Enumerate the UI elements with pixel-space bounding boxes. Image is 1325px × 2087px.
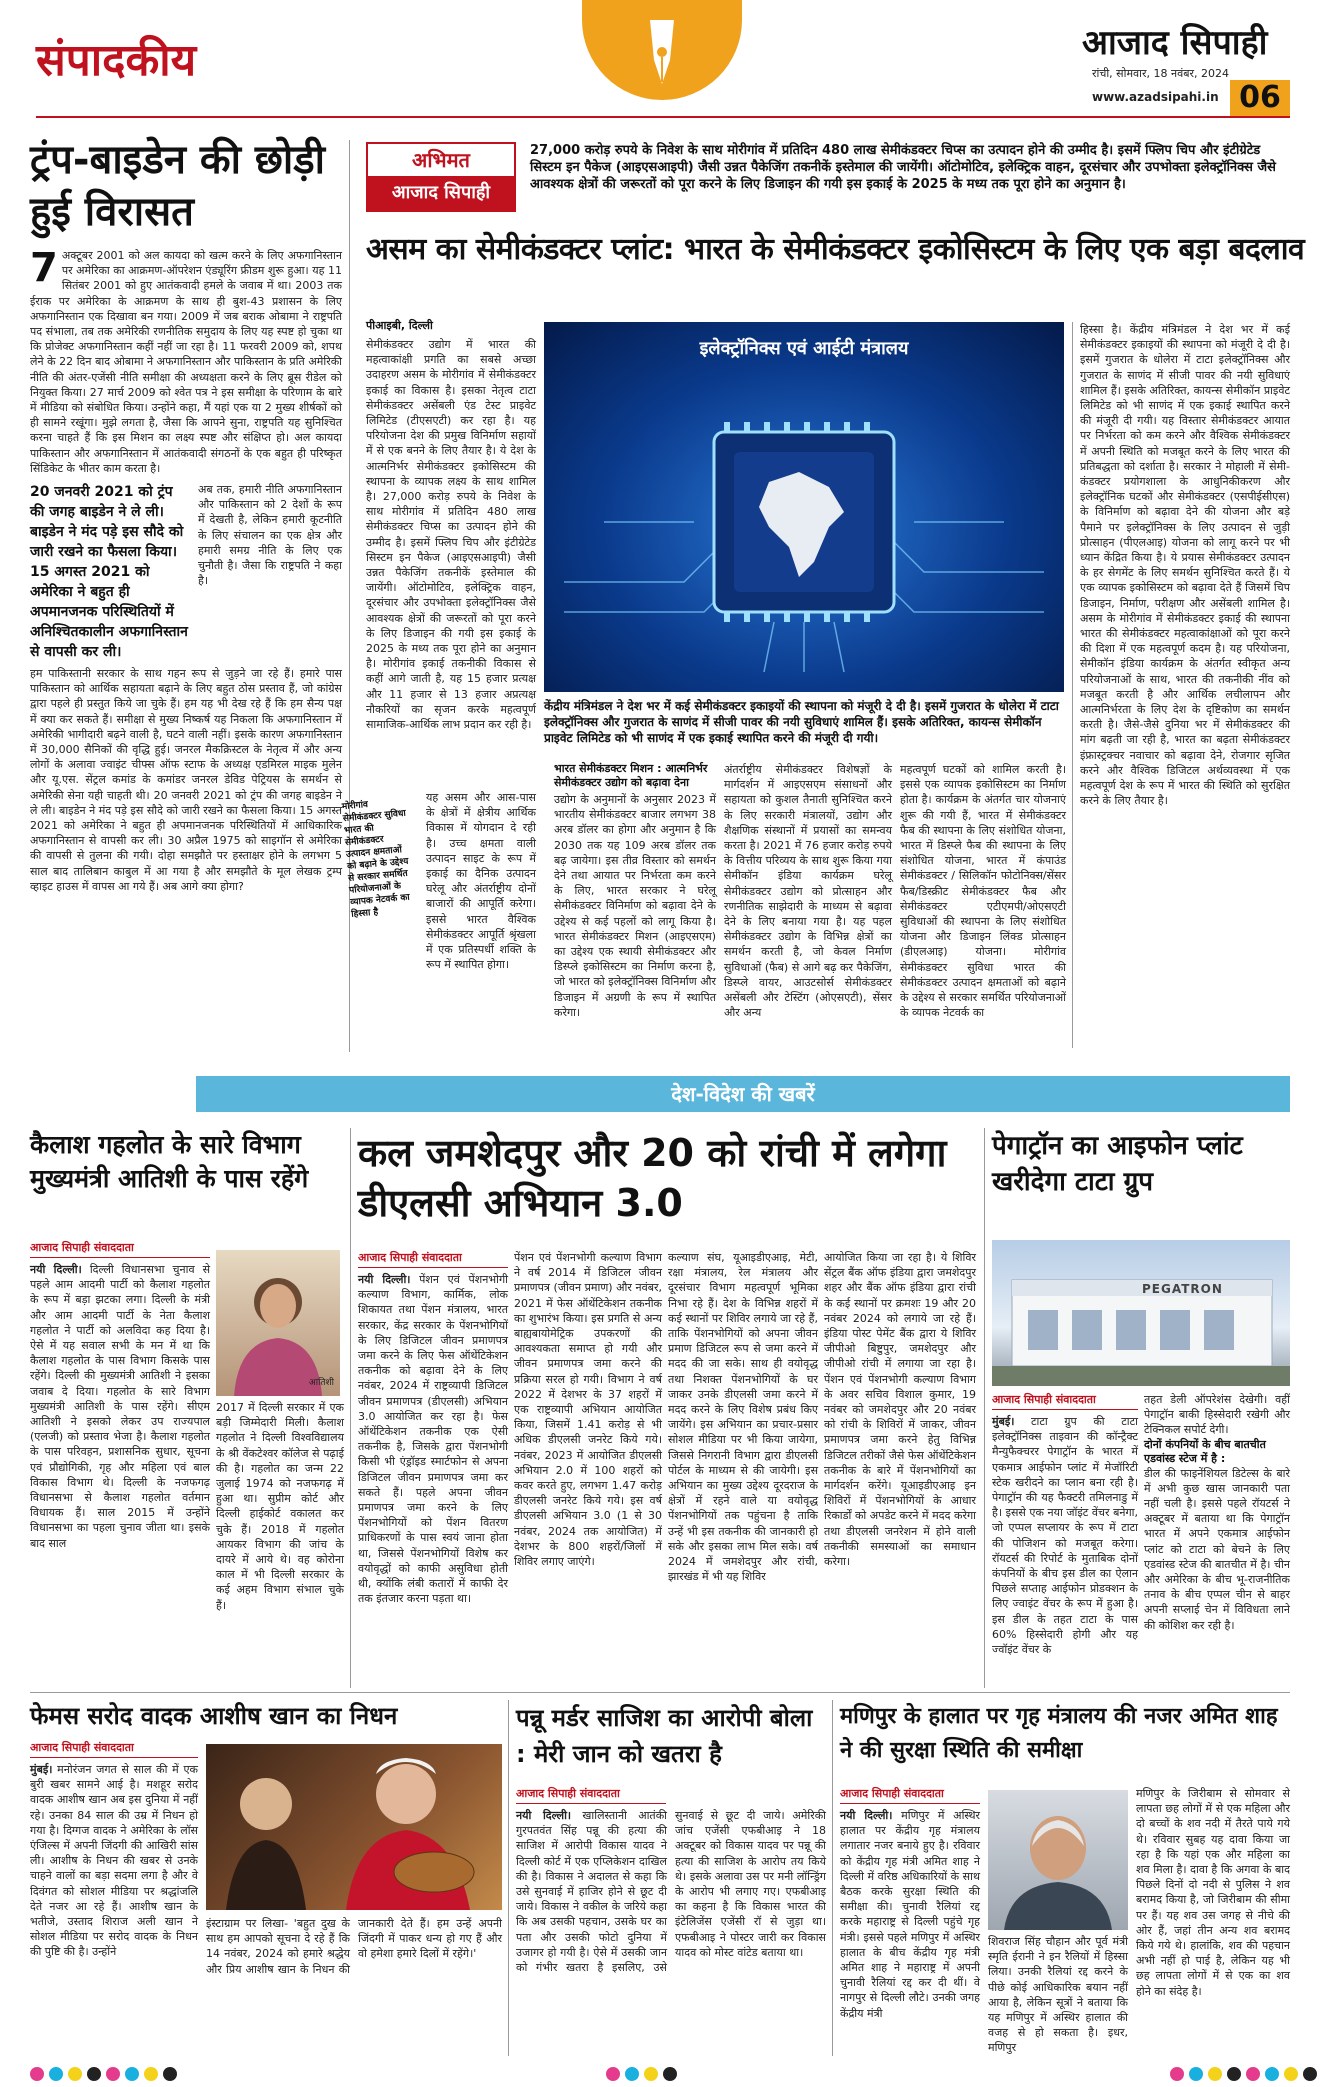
pegatron-sign: PEGATRON — [1142, 1282, 1223, 1296]
editorial-body-3: हम पाकिस्तानी सरकार के साथ गहन रूप से जुड़ने जा रहे हैं। हमारे पास पाकिस्तान को आर्थिक सहायता बढ़ाने के लिए बहुत ठोस प्रस्ताव हैं, जो कांग्रेस द्वारा पहले ही प्रस्तुत किये जा चुके हैं। हम यह भी देख रहे हैं कि हम सैन्य पक्ष में क्या कर सकते हैं। समीक्षा से मुख्य निष्कर्ष यह निकला कि अफगानिस्तान में अमेरिकी भागीदारी बढ़ने वाली है, घटने वाली नहीं। इसके कारण अफगानिस्तान में 30,000 सैनिकों की वृद्धि हुई। जनरल मैकक्रिस्टल के नेतृत्व में और अन्य लोगों के अलावा ज्वाइंट चीफ्स ऑफ स्टाफ के अध्यक्ष एडमिरल माइक मुलेन और यू.एस. सेंट्रल कमांड के कमांडर जनरल डेविड पेट्रियस के समर्थन से अमेरिकी सेना यही चाहती थी। 20 जनवरी 2021 को ट्रंप की जगह बाइडेन ने ले ली। बाइडेन ने मंद पड़े इस सौदे को जारी रखने का फैसला किया। 15 अगस्त 2021 को अमेरिका ने बहुत ही अपमानजनक परिस्थितियों में आधिकारिक अफगानिस्तान से वापसी कर ली। 30 अप्रैल 1975 को साइगॉन से अमेरिका की वापसी से तुलना की गयी। दोहा समझौते पर हस्ताक्षर होने के लगभग 5 साल बाद तालिबान काबुल में आ गया है और समझौते के मूल लेखक ट्रम्प व्हाइट हाउस में वापस आ गये हैं। अब आगे क्या होगा? — [30, 667, 342, 893]
registration-dot — [144, 2067, 158, 2081]
editorial-body-1: अक्टूबर 2001 को अल कायदा को खत्म करने के लिए अफगानिस्तान पर अमेरिका का आक्रमण-ऑपरेशन एंड्यूरिंग फ्रीडम शुरू हुआ। यह 11 सितंबर 2001 को हुए आतंकवादी हमले के जवाब में था। 2003 तक ईराक पर अमेरिका के आक्रमण के साथ ही बुश-43 प्रशासन के लिए अफगानिस्तान एक दिखावा बन गया। 2009 में जब बराक ओबामा ने राष्ट्रपति पद संभाला, तब तक अमेरिकी रणनीतिक समुदाय के लिए यह स्पष्ट हो चुका था कि प्रोजेक्ट अफगानिस्तान कहीं नहीं जा रहा है। 11 फरवरी 2009 को, शपथ लेने के 22 दिन बाद ओबामा ने अफगानिस्तान और पाकिस्तान के प्रति अमेरिकी नीति की अंतर-एजेंसी नीति समीक्षा की अध्यक्षता करने के लिए ब्रूस रीडेल को नियुक्त किया। 27 मार्च 2009 को श्वेत पत्र ने इस समीक्षा के परिणाम के बारे में मीडिया को संबोधित किया। उन्होंने कहा, मैं यहां एक या 2 मुख्य शीर्षकों को ही सामने रखूंगा। मुझे लगता है, जैसा कि आपने सुना, राष्ट्रपति यह सुनिश्चित करना चाहते हैं कि इस मिशन का लक्ष्य स्पष्ट और संक्षिप्त हो। अल कायदा पाकिस्तान और अफगानिस्तान में आतंकवादी संगठनों के एक बहुत ही परिष्कृत सिंडिकेट के भीतर काम करता है। — [30, 249, 342, 475]
drop-cap: 7 — [30, 245, 58, 291]
column-rule — [984, 1128, 985, 1688]
pegatron-body-3: डील की फाइनेंशियल डिटेल्स के बारे में अभी कुछ खास जानकारी पता नहीं चली है। इससे पहले रॉयटर्स ने अक्टूबर में बताया था कि पेगाट्रॉन भारत में अपने एकमात्र आईफोन प्लांट को टाटा को बेचने के लिए एडवांस्ड स्टेज की बातचीत में है। चीन और अमेरिका के बीच भू-राजनीतिक तनाव के बीच एप्पल चीन से बाहर अपनी सप्लाई चेन में विविधता लाने की कोशिश कर रही है। — [1144, 1466, 1290, 1632]
pegatron-body-2: तहत डेली ऑपरेशंस देखेगी। वहीं पेगाट्रॉन बाकी हिस्सेदारी रखेगी और टेक्निकल सपोर्ट देगी। — [1144, 1393, 1290, 1437]
registration-dot — [30, 2067, 44, 2081]
registration-dot — [87, 2067, 101, 2081]
abhimat-col-1-text: सेमीकंडक्टर उद्योग में भारत की महत्वाकांक्षी प्रगति का सबसे अच्छा उदाहरण असम के मोरीगांव में सेमीकंडक्टर इकाई का विकास है। इसका नेतृत्व टाटा सेमीकंडक्टर असेंबली एंड टेस्ट प्राइवेट लिमिटेड (टीएसएटी) कर रहा है। यह परियोजना देश की प्रमुख विनिर्माण सहायों में से एक बनने के लिए तैयार है। ये देश के आत्मनिर्भर सेमीकंडक्टर इकोसिस्टम की स्थापना के व्यापक लक्ष्य के साथ शामिल है। 27,000 करोड़ रुपये के निवेश के साथ मोरीगांव में प्रतिदिन 480 लाख सेमीकंडक्टर चिप्स का उत्पादन होने की उम्मीद है। इसमें फ्लिप चिप और इंटीग्रेटेड सिस्टम इन पैकेज (आइएसआइपी) जैसी उन्नत पैकेजिंग तकनीकें इस्तेमाल की जायेंगी। ऑटोमोटिव, इलेक्ट्रिक वाहन, दूरसंचार और उपभोक्ता इलेक्ट्रॉनिक्स जैसे आवश्यक क्षेत्रों की जरूरतों को पूरा करने के लिए डिजाइन की गयी इस इकाई के 2025 के मध्य तक पूरा होने का अनुमान है। मोरीगांव इकाई तकनीकी विकास से कहीं आगे जाती है, यह 15 हजार प्रत्यक्ष और 11 हजार से 13 हजार अप्रत्यक्ष नौकरियों का सृजन करके महत्वपूर्ण सामाजिक-आर्थिक लाभ प्रदान कर रही है। — [366, 338, 536, 732]
row-rule — [30, 1692, 1290, 1693]
abhimat-col-1b: यह असम और आस-पास के क्षेत्रों में क्षेत्रीय आर्थिक विकास में योगदान दे रही है। उच्च क्षमता वाली उत्पादन साइट के रूप में इकाई का दैनिक उत्पादन घरेलू और अंतर्राष्ट्रीय दोनों बाजारों की आपूर्ति करेगा। इससे भारत वैश्विक सेमीकंडक्टर आपूर्ति श्रृंखला में एक प्रतिस्पर्धी शक्ति के रूप में स्थापित होगा। — [426, 791, 536, 972]
pen-nib-icon — [582, 0, 742, 100]
side-note: मोरीगांव सेमीकंडक्टर सुविधा भारत की सेमीकंडक्टर उत्पादन क्षमताओं को बढ़ाने के उद्देश्य से सरकार समर्थित परियोजनाओं के व्यापक नेटवर्क का हिस्सा है — [341, 799, 411, 920]
atishi-photo-caption: आतिशी — [308, 1378, 334, 1388]
registration-dot — [1303, 2067, 1317, 2081]
pannu-body: खालिस्तानी आतंकी गुरपतवंत सिंह पन्नू की हत्या की साजिश में आरोपी विकास यादव ने दिल्ली कोर्ट में एक एप्लिकेशन दाखिल की है। विकास ने अदालत से कहा कि उसे सुनवाई में हाजिर होने से छूट दी जाये। विकास ने वकील के जरिये कहा कि अब उसकी पहचान, उसके घर का पता और उसकी फोटो दुनिया में उजागर हो गयी है। ऐसे में उसकी जान को गंभीर खतरा है इसलिए, उसे सुनवाई से छूट दी जाये। अमेरिकी जांच एजेंसी एफबीआइ ने 18 अक्टूबर को विकास यादव पर पन्नू की हत्या की साजिश के आरोप तय किये थे। इसके अलावा उस पर मनी लॉन्ड्रिंग के आरोप भी लगाए गए। एफबीआइ का कहना है कि विकास भारत की इंटेलिजेंस एजेंसी रॉ से जुड़ा था। एफबीआइ ने पोस्टर जारी कर विकास यादव को मोस्ट वांटेड बताया था। — [516, 1809, 826, 1975]
registration-dot — [163, 2067, 177, 2081]
manipur-byline: आजाद सिपाही संवाददाता — [840, 1786, 980, 1804]
sarod-body: मनोरंजन जगत से साल की में एक बुरी खबर सामने आई है। मशहूर सरोद वादक आशीष खान अब इस दुनिया में नहीं रहे। उनका 84 साल की उम्र में निधन हो गया है। दिग्गज वादक ने अमेरिका के लॉस एंजिल्स में अपनी जिंदगी की आखिरी सांस ली। आशीष के निधन की खबर से उनके चाहने वालों का बड़ा सदमा लगा है और वे दिवंगत को सोशल मीडिया पर श्रद्धांजलि देते नजर आ रहे हैं। आशीष खान के भतीजे, उस्ताद शिराज अली खान ने सोशल मीडिया पर सरोद वादक के निधन की पुष्टि की है। उन्होंने — [30, 1763, 198, 1959]
footer-registration-marks — [0, 2064, 1325, 2086]
sarod-body-2: इंस्टाग्राम पर लिखा- 'बहुत दुख के साथ हम आपको सूचना दे रहे हैं कि 14 नवंबर, 2024 को हमारे श्रद्धेय और प्रिय आशीष खान के निधन की जानकारी देते हैं। हम उन्हें अपनी जिंदगी में पाकर धन्य हो गए हैं और वो हमेशा हमारे दिलों में रहेंगे।' — [206, 1917, 502, 1976]
pegatron-photo — [992, 1240, 1290, 1386]
abhimat-logo — [366, 142, 516, 212]
brand-name: आजाद सिपाही — [1082, 23, 1268, 63]
ashish-khan-photo — [206, 1744, 502, 1910]
kailash-byline: आजाद सिपाही संवाददाता — [30, 1240, 210, 1258]
dlc-col-4: आयोजित किया जा रहा है। ये शिविर सेंट्रल बैंक ऑफ इंडिया द्वारा जमशेदपुर शहर और बैंक ऑफ इंडिया द्वारा रांची के कई स्थानों पर क्रमशः 19 और 20 नवंबर 2024 को लगाये जा रहे हैं। इंडिया पोस्ट पेमेंट बैंक द्वारा ये शिविर जीपीओ बिष्टुपुर, जमशेदपुर और जीपीओ रांची में लगाया जा रहा है। पेंशन एवं पेंशनभोगी कल्याण विभाग के अवर सचिव विशाल कुमार, 19 नवंबर को जमशेदपुर और 20 नवंबर को रांची के शिविरों में जाकर, जीवन प्रमाणपत्र जमा करने हेतु विभिन्न डिजिटल तरीकों जैसे फेस ऑथेंटिकेशन तकनीक के बारे में पेंशनभोगियों का मार्गदर्शन करेंगे। यूआइडीएआइ इन शिविरों में पेंशनभोगियों के आधार रिकार्डों को अपडेट करने में मदद करेगा तथा डीएलसी जनरेशन में होने वाली तकनीकी समस्याओं का समाधान करेगा। — [824, 1251, 976, 1569]
pen-nib-emblem — [582, 0, 742, 100]
manipur-headline: मणिपुर के हालात पर गृह मंत्रालय की नजर अमित शाह ने की सुरक्षा स्थिति की समीक्षा — [840, 1704, 1278, 1763]
column-rule — [350, 1128, 351, 1688]
abhimat-col-2-text: उद्योग के अनुमानों के अनुसार 2023 में भारतीय सेमीकंडक्टर बाजार लगभग 38 अरब डॉलर का होगा और अनुमान है कि 2030 तक यह 109 अरब डॉलर तक बढ़ जायेगा। इस तीव्र विस्तार को समर्थन देने तथा आयात पर निर्भरता कम करने के लिए, भारत सरकार ने घरेलू सेमीकंडक्टर विनिर्माण को बढ़ावा देने के उद्देश्य से कई पहलों को लागू किया है। भारत सेमीकंडक्टर मिशन (आइएसएम) का उद्देश्य एक स्थायी सेमीकंडक्टर और डिस्प्ले इकोसिस्टम का निर्माण करना है, जो भारत को इलेक्ट्रॉनिक्स विनिर्माण और डिजाइन में अग्रणी के रूप में स्थापित करेगा। — [554, 793, 716, 1019]
abhimat-dateline: पीआइबी, दिल्ली — [366, 319, 433, 332]
abhimat-col-4: महत्वपूर्ण घटकों को शामिल करती है। इससे एक व्यापक इकोसिस्टम का निर्माण होता है। कार्यक्रम के अंतर्गत चार योजनाएं शुरू की गयी हैं, भारत में सेमीकंडक्टर फैब की स्थापना के लिए संशोधित योजना, भारत में डिस्प्ले फैब की स्थापना के लिए संशोधित योजना, भारत में कंपाउंड सेमीकंडक्टर / सिलिकॉन फोटोनिक्स/सेंसर फैब/डिस्क्रीट सेमीकंडक्टर फैब और सेमीकंडक्टर एटीएमपी/ओएसएटी सुविधाओं की स्थापना के लिए संशोधित योजना और डिजाइन लिंक्ड प्रोत्साहन (डीएलआइ) योजना। मोरीगांव सेमीकंडक्टर सुविधा भारत की सेमीकंडक्टर उत्पादन क्षमताओं को बढ़ाने के उद्देश्य से सरकार समर्थित परियोजनाओं के व्यापक नेटवर्क का — [900, 763, 1066, 1020]
registration-dot — [1284, 2067, 1298, 2081]
manipur-col-1 — [840, 1786, 980, 2056]
dlc-dateline: नयी दिल्ली। — [358, 1273, 411, 1286]
registration-dot — [1170, 2067, 1184, 2081]
abhimat-col-5: हिस्सा है। केंद्रीय मंत्रिमंडल ने देश भर में कई सेमीकंडक्टर इकाइयों की स्थापना को मंजूरी दे दी है। इसमें गुजरात के धोलेरा में टाटा इलेक्ट्रॉनिक्स और गुजरात के साणंद में सीजी पावर की नयी सुविधाएं शामिल हैं। इसके अतिरिक्त, कायन्स सेमीकॉन प्राइवेट लिमिटेड को भी साणंद में एक इकाई स्थापित करने की मंजूरी दी गयी। यह विस्तार सेमीकंडक्टर आयात पर निर्भरता को कम करने और वैश्विक सेमीकंडक्टर में अपनी स्थिति को मजबूत करने के लिए भारत की प्रतिबद्धता को दर्शाता है। सरकार ने मोहाली में सेमी-कंडक्टर प्रयोगशाला के आधुनिकीकरण और इलेक्ट्रॉनिक घटकों और सेमीकंडक्टर (एसपीईसीएस) के विनिर्माण को बढ़ावा देने की योजना और बड़े पैमाने पर इलेक्ट्रॉनिक्स के लिए उत्पादन से जुड़ी प्रोत्साहन (पीएलआइ) योजना को लागू करने पर भी ध्यान केंद्रित किया है। ये प्रयास सेमीकंडक्टर उत्पादन के हर सेगमेंट के लिए समर्थन सुनिश्चित करते हैं। ये एक व्यापक इकोसिस्टम को बढ़ावा देते हैं जिसमें चिप डिजाइन, निर्माण, परीक्षण और असेंबली शामिल है। असम के मोरीगांव में सेमीकंडक्टर इकाई की स्थापना भारत की सेमीकंडक्टर महत्वाकांक्षाओं को पूरा करने की दिशा में एक महत्वपूर्ण कदम है। यह परियोजना, सेमीकॉन इंडिया कार्यक्रम के अंतर्गत स्वीकृत अन्य परियोजनाओं के साथ, भारत की तकनीकी नींव को मजबूत करती है और आर्थिक लचीलापन और आत्मनिर्भरता के लिए देश के दृष्टिकोण का समर्थन करती है। जैसे-जैसे दुनिया भर में सेमीकंडक्टर की मांग बढ़ती जा रही है, भारत का बढ़ता सेमीकंडक्टर इंफ्रास्ट्रक्चर नवाचार को बढ़ावा देने, रोजगार सृजित करने और वैश्विक डिजिटल अर्थव्यवस्था में एक महत्वपूर्ण देश के रूप में भारत की स्थिति को सुरक्षित करने के लिए तैयार है। — [1080, 323, 1290, 808]
pannu-byline: आजाद सिपाही संवाददाता — [516, 1786, 666, 1804]
registration-dot — [1208, 2067, 1222, 2081]
abhimat-col-1b-wrap — [341, 790, 540, 1046]
abhimat-brand: आजाद सिपाही — [368, 176, 514, 210]
section-title: संपादकीय — [36, 35, 197, 86]
editorial-headline: ट्रंप-बाइडेन की छोड़ी हुई विरासत — [30, 137, 326, 235]
image-caption-top: इलेक्ट्रॉनिक्स एवं आईटी मंत्रालय — [699, 338, 909, 359]
sarod-byline: आजाद सिपाही संवाददाता — [30, 1740, 198, 1758]
factory-building-graphic — [992, 1240, 1290, 1386]
manipur-photo-caption: शिवराज सिंह चौहान और पूर्व मंत्री स्मृति ईरानी ने इन रैलियों में हिस्सा लिया। उनकी रैलियां रद्द करने के पीछे कोई आधिकारिक बयान नहीं आया है, लेकिन सूत्रों ने बताया कि यह मणिपुर में अस्थिर हालात की वजह से हो सकता है। इधर, मणिपुर — [988, 1935, 1128, 2055]
section-band-label: देश-विदेश की खबरें — [671, 1082, 815, 1106]
abhimat-headline: असम का सेमीकंडक्टर प्लांट: भारत के सेमीकंडक्टर इकोसिस्टम के लिए एक बड़ा बदलाव — [366, 232, 1305, 267]
sarod-headline: फेमस सरोद वादक आशीष खान का निधन — [30, 1702, 398, 1730]
abhimat-label: अभिमत — [412, 148, 470, 172]
masthead-rule — [36, 116, 1290, 118]
registration-dot — [49, 2067, 63, 2081]
dateline-issue: रांची, सोमवार, 18 नवंबर, 2024 — [1092, 67, 1229, 80]
pannu-story — [516, 1786, 826, 2056]
abhimat-col-2 — [554, 762, 716, 1048]
registration-dot — [68, 2067, 82, 2081]
pull-quote: 20 जनवरी 2021 को ट्रंप की जगह बाइडेन ने ले ली। बाइडेन ने मंद पड़े इस सौदे को जारी रखने का फैसला किया। 15 अगस्त 2021 को अमेरिका ने बहुत ही अपमानजनक परिस्थितियों में अनिश्चितकालीन अफगानिस्तान से वापसी कर ली। — [30, 484, 188, 661]
registration-dot — [606, 2067, 620, 2081]
editorial-body-2: अब तक, हमारी नीति अफगानिस्तान और पाकिस्तान को 2 देशों के रूप में देखती है, लेकिन हमारी कूटनीति के लिए संचालन का एक क्षेत्र और हमारी समग्र नीति के लिए एक चुनौती है। जैसा कि राष्ट्रपति ने कहा है। — [198, 483, 342, 588]
kailash-headline: कैलाश गहलोत के सारे विभाग मुख्यमंत्री आतिशी के पास रहेंगे — [30, 1130, 309, 1193]
registration-dot — [663, 2067, 677, 2081]
kailash-body: दिल्ली विधानसभा चुनाव से पहले आम आदमी पार्टी को कैलाश गहलोत के रूप में बड़ा झटका लगा। दिल्ली के मंत्री और आम आदमी पार्टी के नेता कैलाश गहलोत ने पार्टी को अलविदा कह दिया है। ऐसे में यह सवाल सभी के मन में था कि कैलाश गहलोत के पास विभाग किसके पास रहेंगे। दिल्ली की मुख्यमंत्री आतिशी ने इसका जवाब दे दिया। गहलोत के सारे विभाग मुख्यमंत्री आतिशी के पास रहेंगे। सीएम आतिशी ने इसको लेकर उप राज्यपाल (एलजी) को प्रस्ताव भेजा है। कैलाश गहलोत के पास परिवहन, प्रशासनिक सुधार, सूचना एवं प्रौद्योगिकी, गृह और महिला एवं बाल विकास विभाग थे। दिल्ली के नजफगढ़ विधानसभा से कैलाश गहलोत वर्तमान विधायक हैं। साल 2015 में उन्होंने विधानसभा का पहला चुनाव जीता था। इसके बाद साल — [30, 1263, 211, 1550]
pegatron-col-2 — [1144, 1392, 1290, 1688]
registration-dot — [625, 2067, 639, 2081]
manipur-body-2: मणिपुर के जिरीबाम से सोमवार से लापता छह लोगों में से एक महिला और दो बच्चों के शव नदी में तैरते पाये गये थे। रविवार सुबह यह दावा किया जा रहा है कि यहां एक और महिला का शव मिला है। दावा है कि अगवा के बाद पिछले दिनों दो नदी से पुलिस ने शव बरामद किया है, जो जिरीबाम की सीमा पर हैं। यह शव उस जगह से नीचे की ओर हैं, जहां तीन अन्य शव बरामद किये गये थे। हालांकि, शव की पहचान अभी नहीं हो पाई है, लेकिन यह भी छह लापता लोगों में से एक का शव होने का संदेह है। — [1136, 1787, 1290, 1998]
manipur-dateline: नयी दिल्ली। — [840, 1809, 893, 1822]
kailash-dateline: नयी दिल्ली। — [30, 1263, 82, 1276]
masthead — [0, 0, 1325, 118]
registration-dot — [1246, 2067, 1260, 2081]
pegatron-subhead: दोनों कंपनियों के बीच बातचीत एडवांस्ड स्टेज में है : — [1144, 1437, 1266, 1465]
pegatron-col-1 — [992, 1392, 1138, 1688]
registration-dot — [125, 2067, 139, 2081]
pegatron-body: टाटा ग्रुप की टाटा इलेक्ट्रॉनिक्स ताइवान की कॉन्ट्रैक्ट मैन्युफैक्चरर पेगाट्रॉन के भारत में एकमात्र आईफोन प्लांट में मेजॉरिटी स्टेक खरीदने का प्लान बना रही है। पेगाट्रॉन की यह फैक्टरी तमिलनाडु में है। इससे एक नया जॉइंट वेंचर बनेगा, जो एप्पल सप्लायर के रूप में टाटा की पोजिशन को मजबूत करेगा। रॉयटर्स की रिपोर्ट के मुताबिक दोनों कंपनियों के बीच इस डील का ऐलान पिछले सप्ताह आईफोन प्रोडक्शन के लिए ज्वाइंट वेंचर के रूप में हुआ है। इस डील के तहत टाटा के पास 60% हिस्सेदारी होगी और यह ज्वॉइंट वेंचर के — [992, 1415, 1138, 1657]
pannu-headline: पन्नू मर्डर साजिश का आरोपी बोला : मेरी जान को खतरा है — [516, 1704, 813, 1768]
dlc-col-3: कल्याण संघ, यूआइडीएआइ, मेटी, रक्षा मंत्रालय, रेल मंत्रालय और दूरसंचार विभाग महत्वपूर्ण भूमिका निभा रहे हैं। देश के विभिन्न शहरों में कई स्थानों पर शिविर लगाये जा रहे हैं, ताकि पेंशनभोगियों को अपना जीवन प्रमाण डिजिटल रूप से जमा करने में मदद की जा सके। साथ ही वयोवृद्ध तथा निशक्त पेंशनभोगियों के घर जाकर उनके डीएलसी जमा करने में मदद करने के लिए विशेष प्रबंध किए जायेंगे। इस अभियान का प्रचार-प्रसार सोशल मीडिया पर भी किया जायेगा, जिससे निगरानी विभाग द्वारा डीएलसी पोर्टल के माध्यम से की जायेगी। इस अभियान का मुख्य उद्देश्य दूरदराज के क्षेत्रों में रहने वाले या वयोवृद्ध पेंशनभोगियों तक पहुंचना है ताकि उन्हें भी इस तकनीक की जानकारी हो सके और इसका लाभ मिल सके। वर्ष 2024 में जमशेदपुर और रांची, झारखंड में भी यह शिविर — [668, 1251, 818, 1584]
registration-dot — [1265, 2067, 1279, 2081]
abhimat-intro: 27,000 करोड़ रुपये के निवेश के साथ मोरीगांव में प्रतिदिन 480 लाख सेमीकंडक्टर चिप्स का उत्पादन होने की उम्मीद है। इसमें फ्लिप चिप और इंटीग्रेटेड सिस्टम इन पैकेज (आइएसआइपी) जैसी उन्नत पैकेजिंग तकनीकें इस्तेमाल की जायेंगी। ऑटोमोटिव, इलेक्ट्रिक वाहन, दूरसंचार और उपभोक्ता इलेक्ट्रॉनिक्स जैसे आवश्यक क्षेत्रों की जरूरतों को पूरा करने के लिए डिजाइन की गयी इस इकाई के 2025 के मध्य तक पूरा होने का अनुमान है। — [530, 143, 1276, 192]
registration-dot — [644, 2067, 658, 2081]
dlc-col-2: पेंशन एवं पेंशनभोगी कल्याण विभाग ने वर्ष 2014 में डिजिटल जीवन प्रमाणपत्र (जीवन प्रमाण) और नवंबर, 2021 में फेस ऑथेंटिकेशन तकनीक का शुभारंभ किया। इस प्रगति से अन्य बाह्यबायोमेट्रिक उपकरणों की आवश्यकता समाप्त हो गयी और जीवन प्रमाणपत्र जमा करने की प्रक्रिया सरल हो गयी। विभाग ने वर्ष 2022 में देशभर के 37 शहरों में एक राष्ट्रव्यापी अभियान आयोजित किया, जिसमें 1.41 करोड़ से भी अधिक डीएलसी जनरेट किये गये। नवंबर, 2023 में आयोजित डीएलसी अभियान 2.0 में 100 शहरों को कवर करते हुए, लगभग 1.47 करोड़ डीएलसी जनरेट किये गये। इस वर्ष डीएलसी अभियान 3.0 (1 से 30 नवंबर, 2024 तक आयोजित) में देशभर के 800 शहरों/जिलों में शिविर लगाए जाएंगे। — [514, 1251, 662, 1569]
column-rule — [832, 1700, 833, 2056]
kailash-col-1 — [30, 1240, 210, 1688]
sub-head: भारत सेमीकंडक्टर मिशन : आत्मनिर्भर सेमीकंडक्टर उद्योग को बढ़ावा देना — [554, 762, 708, 789]
registration-dot — [106, 2067, 120, 2081]
registration-dot — [1189, 2067, 1203, 2081]
column-rule — [508, 1700, 509, 2056]
sarod-col-1 — [30, 1740, 198, 2056]
dlc-byline: आजाद सिपाही संवाददाता — [358, 1250, 508, 1268]
atishi-photo — [216, 1250, 340, 1396]
editorial-column — [30, 134, 342, 1054]
website-link[interactable]: www.azadsipahi.in — [1092, 90, 1219, 104]
image-caption: केंद्रीय मंत्रिमंडल ने देश भर में कई सेमीकंडक्टर इकाइयों की स्थापना को मंजूरी दे दी है। इसमें गुजरात के धोलेरा में टाटा इलेक्ट्रॉनिक्स और गुजरात के साणंद में सीजी पावर की नयी सुविधाएं शामिल हैं। इसके अतिरिक्त, कायन्स सेमीकॉन प्राइवेट लिमिटेड को भी साणंद में एक इकाई स्थापित करने की मंजूरी दी गयी। — [544, 699, 1059, 745]
pannu-dateline: नयी दिल्ली। — [516, 1809, 572, 1822]
page-number: 06 — [1230, 80, 1290, 116]
pegatron-headline: पेगाट्रॉन का आइफोन प्लांट खरीदेगा टाटा ग्रुप — [992, 1131, 1243, 1197]
dlc-body: पेंशन एवं पेंशनभोगी कल्याण विभाग, कार्मिक, लोक शिकायत तथा पेंशन मंत्रालय, भारत सरकार, केंद्र सरकार के पेंशनभोगियों के लिए डिजिटल जीवन प्रमाणपत्र जमा करने के लिए फेस ऑथेंटिकेशन तकनीक को बढ़ावा देने के लिए नवंबर, 2024 में राष्ट्रव्यापी डिजिटल जीवन प्रमाणपत्र (डीएलसी) अभियान 3.0 आयोजित कर रहा है। फेस ऑथेंटिकेशन तकनीक एक ऐसी तकनीक है, जिसके द्वारा पेंशनभोगी किसी भी एंड्रॉइड स्मार्टफोन से अपना डिजिटल जीवन प्रमाणपत्र जमा कर सकते हैं। पहले अपना जीवन प्रमाणपत्र जमा करने के लिए पेंशनभोगियों को पेंशन वितरण प्राधिकरणों के पास स्वयं जाना होता था, जिससे पेंशनभोगियों विशेष कर वयोवृद्धों को काफी असुविधा होती थी, क्योंकि लंबी कतारों में काफी देर तक इंतजार करना पड़ता था। — [358, 1273, 509, 1606]
musician-graphic — [206, 1744, 502, 1910]
semiconductor-image — [544, 322, 1064, 692]
pegatron-byline: आजाद सिपाही संवाददाता — [992, 1392, 1138, 1410]
sarod-dateline: मुंबई। — [30, 1763, 53, 1776]
section-band — [196, 1076, 1290, 1112]
manipur-body: मणिपुर में अस्थिर हालात पर केंद्रीय गृह मंत्रालय लगातार नजर बनाये हुए है। रविवार को केंद्रीय गृह मंत्री अमित शाह ने दिल्ली में वरिष्ठ अधिकारियों के साथ बैठक करके सुरक्षा स्थिति की समीक्षा की। चुनावी रैलियां रद्द करके महाराष्ट्र से दिल्ली पहुंचे गृह मंत्री। इससे पहले मणिपुर में अस्थिर हालात के बीच केंद्रीय गृह मंत्री अमित शाह ने महाराष्ट्र में अपनी चुनावी रैलियां रद्द कर दी थीं। वे नागपुर से दिल्ली लौटे। उनकी जगह केंद्रीय मंत्री — [840, 1809, 981, 2020]
dlc-col-1 — [358, 1250, 508, 1688]
person-silhouette-icon — [988, 1790, 1128, 1930]
registration-dot — [1227, 2067, 1241, 2081]
chip-circuit-graphic — [544, 322, 1064, 692]
amit-shah-photo — [988, 1790, 1128, 1930]
pegatron-dateline: मुंबई। — [992, 1415, 1015, 1428]
abhimat-col-3: अंतर्राष्ट्रीय सेमीकंडक्टर विशेषज्ञों के मार्गदर्शन में आइएसएम संसाधनों और सहायता को कुशल तैनाती सुनिश्चित करने के लिए सरकारी मंत्रालयों, उद्योग और शैक्षणिक संस्थानों में प्रयासों का समन्वय करता है। 2021 में 76 हजार करोड़ रुपये के वित्तीय परिव्यय के साथ शुरू किया गया सेमीकॉन इंडिया कार्यक्रम घरेलू सेमीकंडक्टर उद्योग को प्रोत्साहन और रणनीतिक साझेदारी के माध्यम से बढ़ावा देने के लिए बनाया गया है। यह पहल सेमीकंडक्टर उद्योग के विभिन्न क्षेत्रों का समर्थन करती है, जो केवल निर्माण सुविधाओं (फैब) से आगे बढ़ कर पैकेजिंग, डिस्प्ले वायर, आउटसोर्स सेमीकंडक्टर असेंबली और टेस्टिंग (ओएसएटी), सेंसर और अन्य — [724, 763, 892, 1020]
column-rule — [1072, 322, 1073, 1048]
dlc-headline: कल जमशेदपुर और 20 को रांची में लगेगा डीएलसी अभियान 3.0 — [358, 1131, 947, 1225]
kailash-body-2: 2017 में दिल्ली सरकार में एक बड़ी जिम्मेदारी मिली। कैलाश गहलोत ने दिल्ली विश्वविद्यालय के श्री वेंकटेश्वर कॉलेज से पढ़ाई की है। गहलोत का जन्म 22 जुलाई 1974 को नजफगढ़ में हुआ था। सुप्रीम कोर्ट और दिल्ली हाईकोर्ट वकालत कर चुके हैं। 2018 में गहलोत आयकर विभाग की जांच के दायरे में आये थे। वह कोरोना काल में भी दिल्ली सरकार के कई अहम विभाग संभाल चुके हैं। — [216, 1401, 344, 1612]
